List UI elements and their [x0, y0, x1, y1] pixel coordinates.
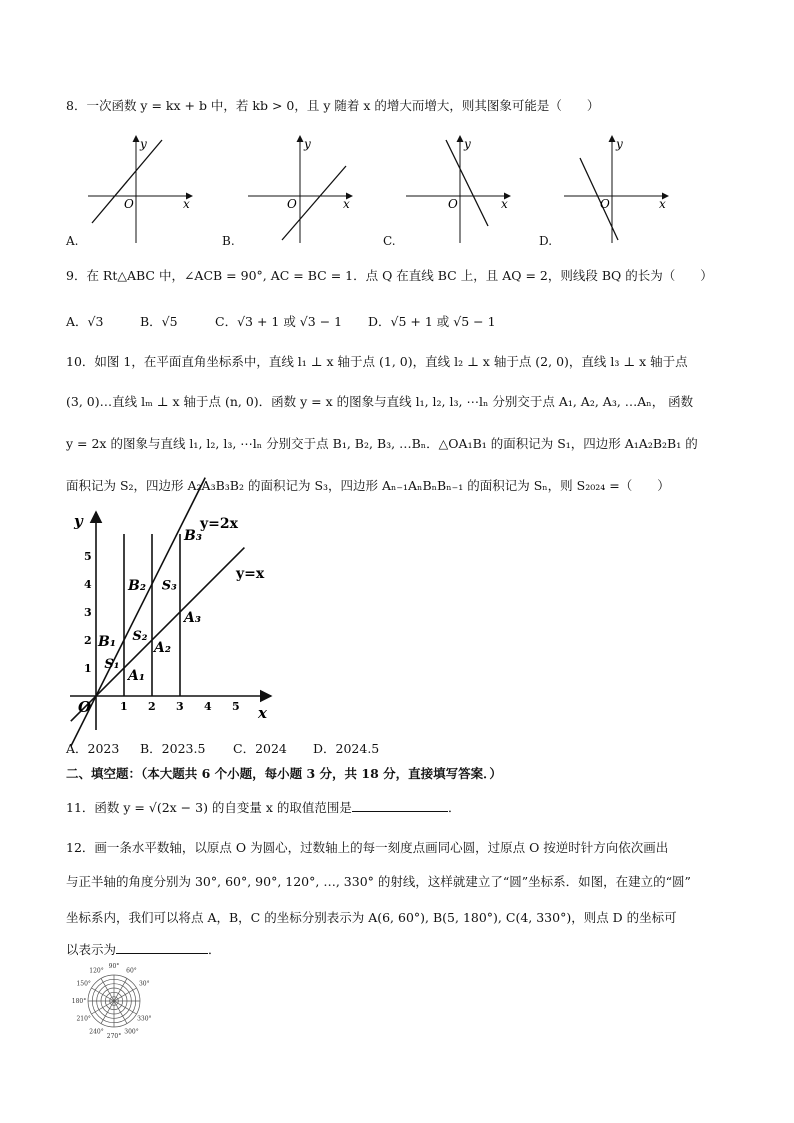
question-9-text: 9．在 Rt△ABC 中，∠ACB = 90°, AC = BC = 1．点 Q 在直线 BC 上，且 AQ = 2，则线段 BQ 的长为（ ）: [66, 268, 713, 283]
option-b-label: B.: [222, 234, 235, 248]
point-a-label: A₂: [154, 640, 171, 656]
question-12-end: ．: [208, 942, 221, 957]
y-axis-label: y: [74, 512, 83, 530]
y-axis-label: y: [616, 137, 623, 151]
question-10-option-b: B．2023.5: [140, 741, 206, 756]
x-axis-label: x: [659, 197, 666, 211]
y-axis-label: y: [464, 137, 471, 151]
answer-blank-11[interactable]: [352, 811, 448, 812]
question-12-line-2: 与正半轴的角度分别为 30°, 60°, 90°, 120°, …, 330° 的射线，这样就建立了“圆”坐标系．如图，在建立的“圆”: [66, 874, 691, 889]
question-11-text: 11．函数 y = √(2x − 3) 的自变量 x 的取值范围是: [66, 800, 352, 815]
question-8-figure-c: [398, 128, 518, 246]
angle-label: 270°: [106, 1033, 122, 1040]
question-8-figure-d: [556, 128, 676, 246]
origin-label: O: [600, 197, 610, 211]
question-10-figure: [66, 506, 286, 734]
angle-label: 30°: [138, 980, 150, 988]
area-label: S₃: [161, 578, 177, 594]
angle-label: 180°: [71, 998, 87, 1005]
option-a-label: A.: [66, 234, 79, 248]
origin-label: O: [124, 197, 134, 211]
area-label: S₂: [132, 629, 148, 644]
point-b-label: B₂: [128, 578, 146, 594]
x-tick-label: 4: [204, 700, 212, 713]
question-12-line-3: 坐标系内，我们可以将点 A，B，C 的坐标分别表示为 A(6, 60°), B(5, 180°), C(4, 330°)，则点 D 的坐标可: [66, 910, 677, 925]
y-tick-label: 3: [84, 606, 92, 619]
question-11-end: ．: [447, 800, 461, 815]
question-12-text: 以表示为: [66, 942, 117, 957]
x-tick-label: 5: [232, 700, 240, 713]
y-tick-label: 2: [84, 634, 92, 647]
question-8-figure-a: [80, 128, 200, 246]
question-8-text: 8．一次函数 y = kx + b 中，若 kb > 0，且 y 随着 x 的增大而增大，则其图象可能是（ ）: [66, 98, 600, 113]
x-axis-label: x: [501, 197, 508, 211]
question-10-line-1: 10．如图 1，在平面直角坐标系中，直线 l₁ ⊥ x 轴于点 (1, 0)，直线 l₂ ⊥ x 轴于点 (2, 0)，直线 l₃ ⊥ x 轴于点: [66, 354, 688, 369]
x-tick-label: 3: [176, 700, 184, 713]
function-line: [446, 140, 488, 226]
x-axis-label: x: [258, 704, 267, 722]
question-9-option-d: D．√5 + 1 或 √5 − 1: [368, 314, 496, 329]
question-10-option-c: C．2024: [233, 741, 287, 756]
question-8-figure-b: [240, 128, 360, 246]
angle-label: 120°: [89, 967, 104, 975]
question-10-line-4: 面积记为 S₂，四边形 A₂A₃B₃B₂ 的面积记为 S₃，四边形 Aₙ₋₁AₙBₙBₙ₋₁ 的面积记为 Sₙ，则 S₂₀₂₄ =（ ）: [66, 478, 670, 493]
y-tick-label: 1: [84, 662, 92, 675]
question-9-option-c: C．√3 + 1 或 √3 − 1: [215, 314, 343, 329]
option-d-label: D.: [539, 234, 553, 248]
x-tick-label: 1: [120, 700, 128, 713]
line-y-2x-label: y=2x: [200, 516, 238, 532]
y-tick-label: 4: [84, 578, 92, 591]
area-label: S₁: [104, 657, 120, 672]
question-10-line-3: y = 2x 的图象与直线 l₁, l₂, l₃, ⋯lₙ 分别交于点 B₁, B₂, B₃, …Bₙ．△OA₁B₁ 的面积记为 S₁，四边形 A₁A₂B₂B₁ 的: [66, 436, 698, 451]
question-11: [66, 798, 460, 816]
origin-label: O: [448, 197, 458, 211]
question-12-polar-figure: [68, 963, 164, 1040]
coordinate-plane: [70, 478, 271, 747]
question-12-line-1: 12．画一条水平数轴，以原点 O 为圆心，过数轴上的每一刻度点画同心圆，过原点 O 按逆时针方向依次画出: [66, 840, 669, 855]
point-b-label: B₃: [184, 528, 202, 544]
question-10-option-d: D．2024.5: [313, 741, 380, 756]
section-2-title: 二、填空题：（本大题共 6 个小题，每小题 3 分，共 18 分，直接填写答案．）: [66, 766, 502, 781]
angle-label: 150°: [76, 980, 91, 988]
point-a-label: A₁: [128, 668, 145, 684]
question-9-option-a: A．√3: [66, 314, 104, 329]
x-tick-label: 2: [148, 700, 156, 713]
angle-label: 90°: [108, 963, 120, 970]
question-9-option-b: B．√5: [140, 314, 178, 329]
option-c-label: C.: [383, 234, 396, 248]
polar-grid: [72, 963, 152, 1040]
point-b-label: B₁: [98, 634, 116, 650]
answer-blank-12[interactable]: [116, 953, 208, 954]
question-10-line-2: (3, 0)…直线 lₘ ⊥ x 轴于点 (n, 0)．函数 y = x 的图象与直线 l₁, l₂, l₃, ⋯lₙ 分别交于点 A₁, A₂, A₃, …Aₙ， 函数: [66, 394, 694, 409]
angle-label: 240°: [89, 1028, 104, 1036]
angle-label: 60°: [126, 967, 137, 975]
angle-label: 300°: [124, 1028, 139, 1036]
x-axis-label: x: [183, 197, 190, 211]
y-axis-label: y: [140, 137, 147, 151]
y-tick-label: 5: [84, 550, 92, 563]
y-axis-label: y: [304, 137, 311, 151]
point-a-label: A₃: [184, 610, 201, 626]
origin-label: O: [78, 698, 92, 716]
line-y-x-label: y=x: [236, 566, 265, 582]
angle-label: 330°: [137, 1015, 152, 1023]
angle-label: 210°: [76, 1015, 91, 1023]
question-10-option-a: A．2023: [66, 741, 120, 756]
question-12-line-4: [66, 940, 221, 958]
x-axis-label: x: [343, 197, 350, 211]
origin-label: O: [287, 197, 297, 211]
